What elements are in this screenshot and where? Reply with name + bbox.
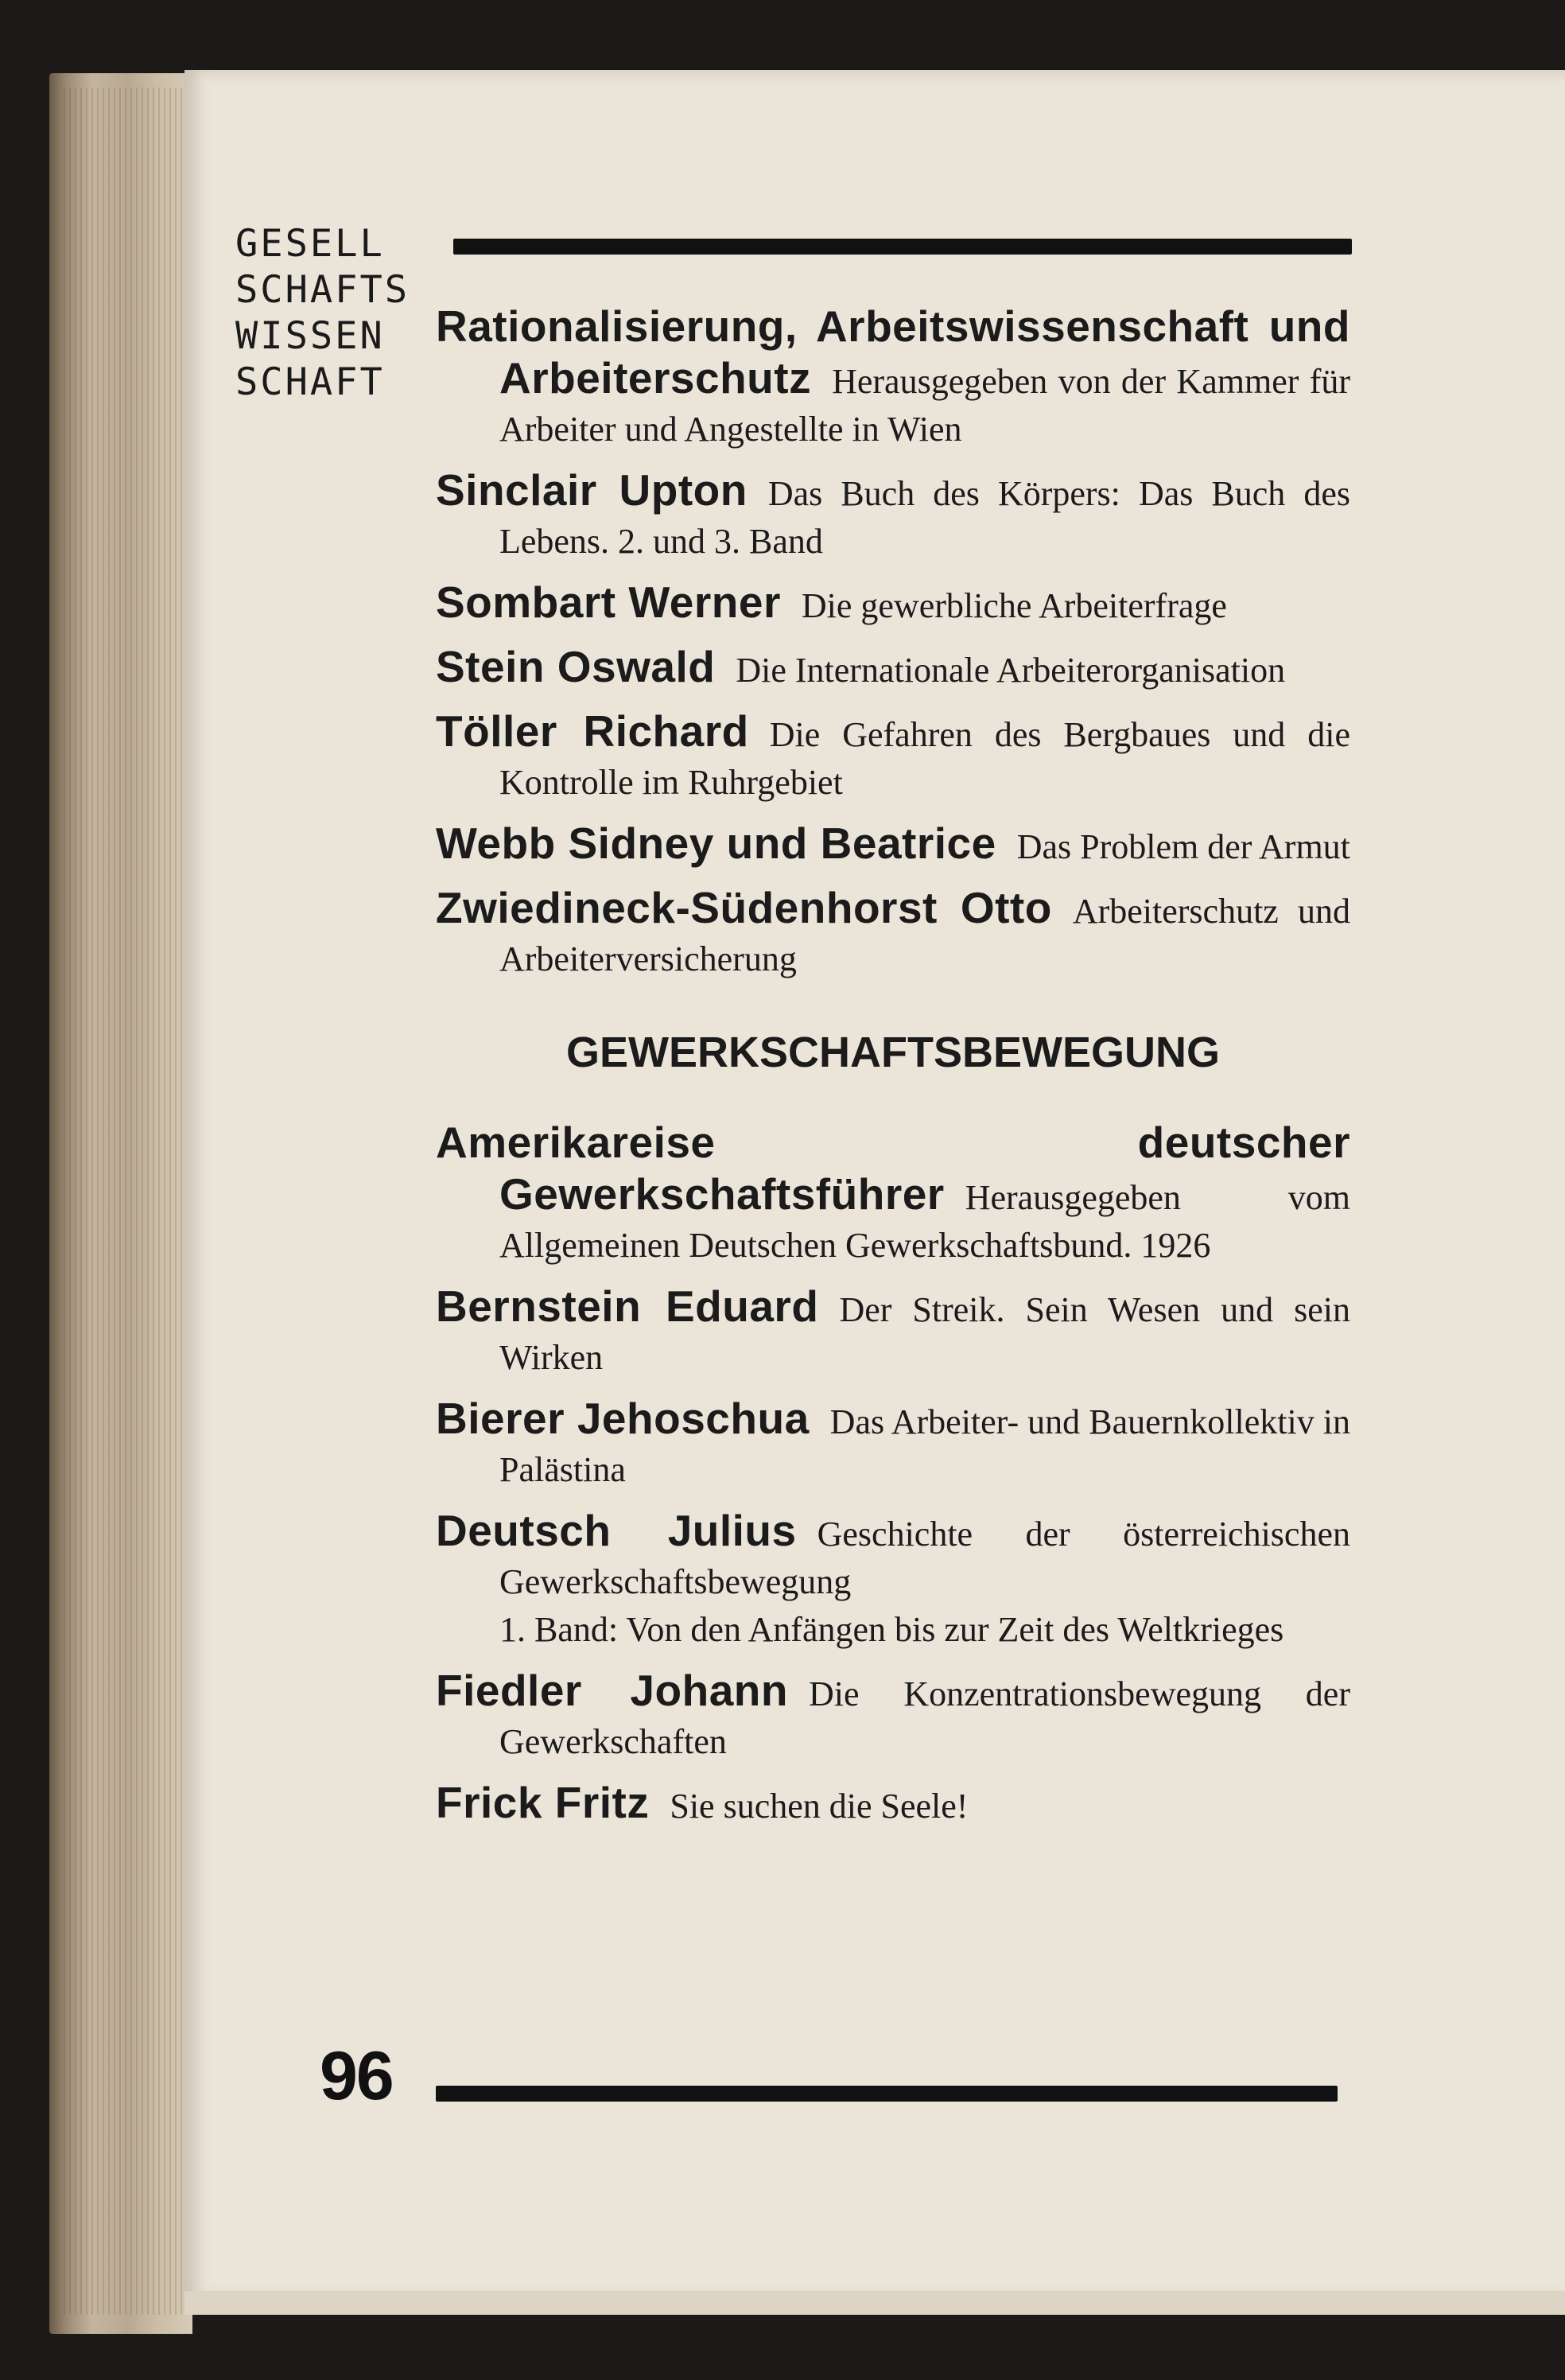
entry-title: Das Problem der Armut xyxy=(1016,827,1350,866)
bibliography-entry xyxy=(436,1507,1350,1654)
page-bottom-edge xyxy=(184,2291,1565,2315)
margin-label-line: WISSEN xyxy=(235,314,385,358)
entry-author: Sombart Werner xyxy=(436,578,781,627)
bibliography-entry xyxy=(436,1118,1350,1270)
entry-title: Das Buch des Körpers: Das Buch des Lebens. 2. und 3. Band xyxy=(499,474,1350,561)
margin-subject-label xyxy=(235,221,426,406)
bibliography-entry xyxy=(436,643,1350,694)
margin-label-line: SCHAFT xyxy=(235,360,385,404)
section-heading: GEWERKSCHAFTSBEWEGUNG xyxy=(566,1029,1220,1076)
bibliography-entry xyxy=(436,884,1350,983)
bibliography-entry xyxy=(436,1282,1350,1382)
entry-title: Herausgegeben von der Kammer für Arbeiter und Angestellte in Wien xyxy=(499,362,1350,449)
entry-author: Fiedler Johann xyxy=(436,1666,788,1715)
entry-title: Der Streik. Sein Wesen und sein Wirken xyxy=(499,1290,1350,1377)
page-number: 96 xyxy=(320,2038,393,2114)
bibliography-entry xyxy=(436,466,1350,566)
margin-label-line: SCHAFTS xyxy=(235,268,410,312)
entry-author: Töller Richard xyxy=(436,706,749,756)
bibliography-entry xyxy=(436,578,1350,630)
bibliography-entry xyxy=(436,1394,1350,1494)
entry-title: Das Arbeiter- und Bauernkollektiv in Palästina xyxy=(499,1402,1351,1489)
entry-author: Zwiedineck-Südenhorst Otto xyxy=(436,883,1052,932)
entry-author: Webb Sidney und Beatrice xyxy=(436,819,996,868)
entries-part-2 xyxy=(436,1118,1350,1830)
bibliography-entry xyxy=(436,819,1350,871)
entry-author: Stein Oswald xyxy=(436,642,716,691)
entry-title: Herausgegeben vom Allgemeinen Deutschen Gewerkschaftsbund. 1926 xyxy=(499,1178,1350,1265)
margin-label-line: GESELL xyxy=(235,222,385,266)
bibliography-entry xyxy=(436,1779,1350,1830)
entry-author: Amerikareise deutscher Gewerkschaftsführer xyxy=(436,1118,1350,1219)
entry-title: Die Internationale Arbeiterorganisation xyxy=(736,651,1286,690)
bibliography-entry xyxy=(436,707,1350,807)
bibliography-entry xyxy=(436,1666,1350,1766)
entry-title: Arbeiterschutz und Arbeiterversicherung xyxy=(499,892,1350,978)
entry-author: Frick Fritz xyxy=(436,1778,650,1827)
book-page-edge-lines xyxy=(64,88,183,2315)
entry-author: Rationalisierung, Arbeitswissenschaft und Arbeiterschutz xyxy=(436,301,1350,402)
entry-author: Deutsch Julius xyxy=(436,1506,797,1555)
entry-title: Die gewerbliche Arbeiterfrage xyxy=(801,586,1227,625)
entries-part-1 xyxy=(436,302,1350,983)
entry-title: Geschichte der österreichischen Gewerkschaftsbewegung xyxy=(499,1515,1350,1601)
entry-title: Sie suchen die Seele! xyxy=(670,1787,969,1826)
entry-author: Bierer Jehoschua xyxy=(436,1394,810,1443)
entry-volume: 1. Band: Von den Anfängen bis zur Zeit des Weltkrieges xyxy=(499,1610,1284,1649)
entry-author: Sinclair Upton xyxy=(436,465,748,515)
top-rule xyxy=(453,239,1352,255)
bibliography-entry xyxy=(436,302,1350,453)
entry-title: Die Gefahren des Bergbaues und die Kontrolle im Ruhrgebiet xyxy=(499,715,1350,802)
bibliography-list xyxy=(436,302,1350,1843)
entry-title: Die Konzentrationsbewegung der Gewerkschaften xyxy=(499,1674,1350,1761)
entry-author: Bernstein Eduard xyxy=(436,1281,819,1331)
bottom-rule xyxy=(436,2086,1338,2102)
